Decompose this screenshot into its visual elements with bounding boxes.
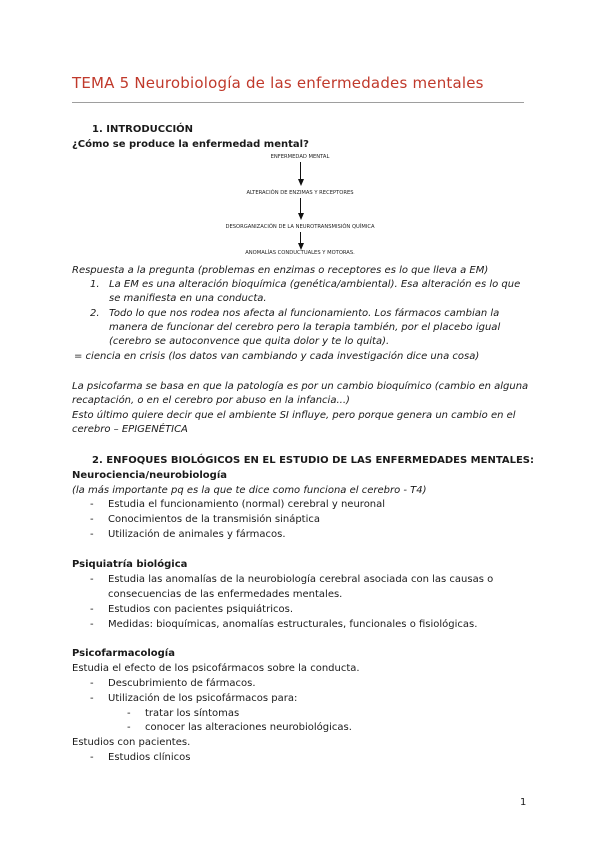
sub-bullet-item: conocer las alteraciones neurobiológicas.	[145, 722, 352, 733]
question-heading: ¿Cómo se produce la enfermedad mental?	[72, 139, 309, 150]
bullet-item: Medidas: bioquímicas, anomalías estructurales, funcionales o fisiológicas.	[108, 619, 478, 630]
sub-bullet-dash: -	[127, 708, 131, 719]
flow-step: ENFERMEDAD MENTAL	[270, 154, 330, 160]
bullet-item: Descubrimiento de fármacos.	[108, 678, 256, 689]
bullet-item: Estudios con pacientes psiquiátricos.	[108, 604, 293, 615]
bullet-item: Estudios clínicos	[108, 752, 191, 763]
subsection-title: Psiquiatría biológica	[72, 559, 188, 570]
list-item-line: (cerebro se autoconvence que quita dolor y te lo quita).	[109, 336, 390, 347]
paragraph-line: cerebro – EPIGENÉTICA	[72, 424, 188, 435]
subsection-title: Neurociencia/neurobiología	[72, 470, 227, 481]
bullet-item: Estudia el funcionamiento (normal) cerebral y neuronal	[108, 499, 386, 510]
paragraph-line: Esto último quiere decir que el ambiente SI influye, pero porque genera un cambio en el	[72, 410, 516, 421]
flow-arrow-head	[298, 243, 304, 250]
list-item-line: Todo lo que nos rodea nos afecta al funcionamiento. Los fármacos cambian la	[109, 308, 500, 319]
section-heading-enfoques: 2. ENFOQUES BIOLÓGICOS EN EL ESTUDIO DE LAS ENFERMEDADES MENTALES:	[92, 455, 535, 466]
bullet-item: Estudia las anomalías de la neurobiología cerebral asociada con las causas o	[108, 574, 494, 585]
flow-arrow	[300, 162, 301, 179]
flow-step: ALTERACIÓN DE ENZIMAS Y RECEPTORES	[246, 190, 354, 196]
bullet-dash: -	[90, 499, 94, 510]
title-divider	[72, 102, 524, 103]
bullet-dash: -	[90, 604, 94, 615]
list-item-line: se manifiesta en una conducta.	[109, 293, 267, 304]
page-title: TEMA 5 Neurobiología de las enfermedades mentales	[72, 74, 484, 92]
bullet-dash: -	[90, 514, 94, 525]
sub-bullet-dash: -	[127, 722, 131, 733]
list-item-line: manera de funcionar del cerebro pero la terapia también, por el placebo igual	[109, 322, 501, 333]
studies-text: Estudios con pacientes.	[72, 737, 191, 748]
crisis-note: = ciencia en crisis (los datos van cambiando y cada investigación dice una cosa)	[74, 351, 480, 362]
bullet-dash: -	[90, 752, 94, 763]
list-item-line: La EM es una alteración bioquímica (genética/ambiental). Esa alteración es lo que	[109, 279, 521, 290]
subsection-title: Psicofarmacología	[72, 648, 175, 659]
bullet-dash: -	[90, 529, 94, 540]
flow-arrow-head	[298, 179, 304, 186]
paragraph-line: recaptación, o en el cerebro por abuso en la infancia...)	[72, 395, 350, 406]
bullet-dash: -	[90, 693, 94, 704]
section-heading-introduccion: 1. INTRODUCCIÓN	[92, 124, 194, 135]
page-number: 1	[520, 797, 527, 808]
bullet-item: Utilización de los psicofármacos para:	[108, 693, 298, 704]
sub-bullet-item: tratar los síntomas	[145, 708, 240, 719]
paragraph-line: La psicofarma se basa en que la patología es por un cambio bioquímico (cambio en alguna	[72, 381, 529, 392]
answer-text: Respuesta a la pregunta (problemas en enzimas o receptores es lo que lleva a EM)	[72, 265, 489, 276]
list-number: 2.	[90, 308, 100, 319]
bullet-item-continued: consecuencias de las enfermedades mentales.	[108, 589, 343, 600]
flow-arrow-head	[298, 213, 304, 220]
flow-arrow	[300, 198, 301, 213]
flow-step: ANOMALÍAS CONDUCTUALES Y MOTORAS.	[245, 250, 355, 256]
bullet-item: Utilización de animales y fármacos.	[108, 529, 286, 540]
list-number: 1.	[90, 279, 100, 290]
subsection-intro: Estudia el efecto de los psicofármacos sobre la conducta.	[72, 663, 360, 674]
flow-step: DESORGANIZACIÓN DE LA NEUROTRANSMISIÓN QUÍMICA	[225, 224, 375, 230]
bullet-dash: -	[90, 619, 94, 630]
bullet-dash: -	[90, 574, 94, 585]
subsection-note: (la más importante pq es la que te dice como funciona el cerebro - T4)	[72, 485, 427, 496]
bullet-dash: -	[90, 678, 94, 689]
bullet-item: Conocimientos de la transmisión sináptica	[108, 514, 321, 525]
flow-arrow	[300, 232, 301, 243]
